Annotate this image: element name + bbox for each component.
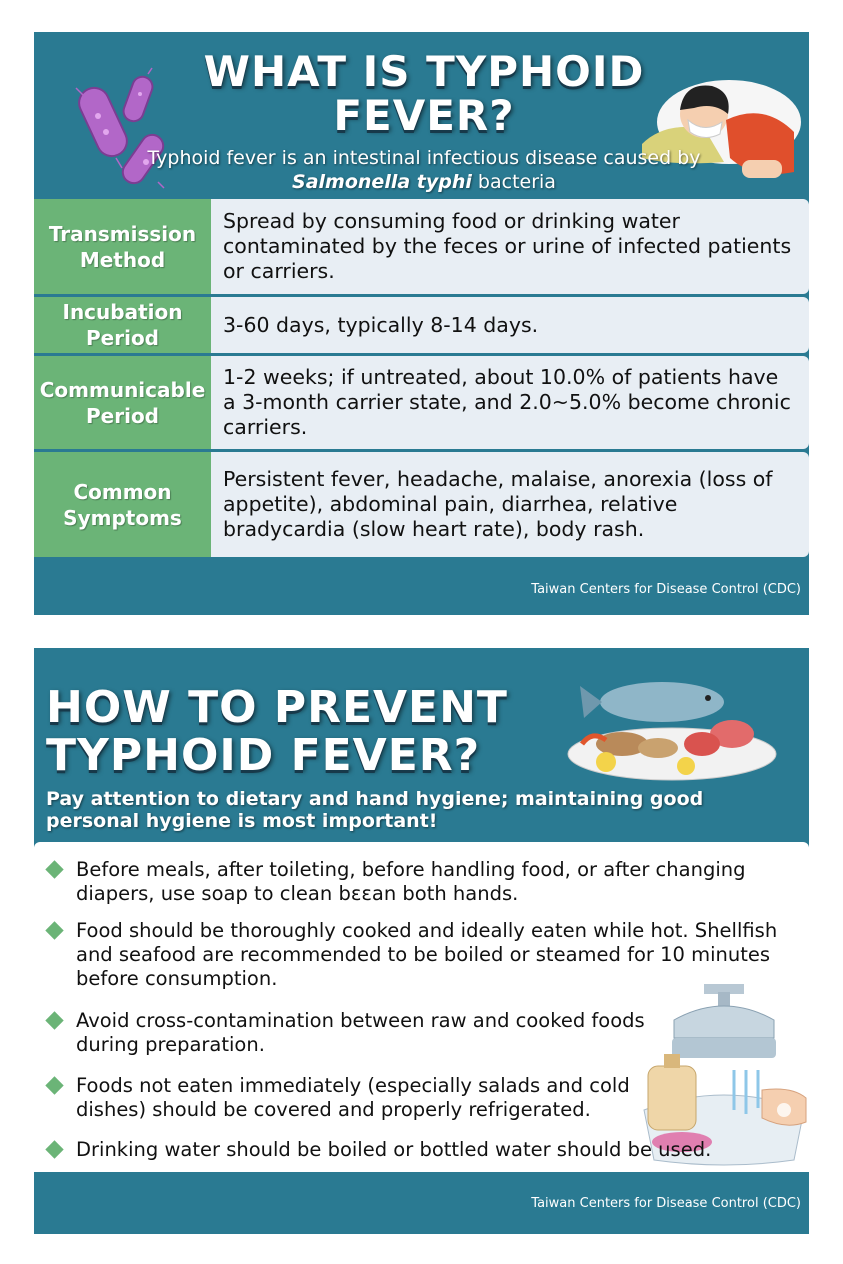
info-row-communicable [34,356,809,449]
tip-item [48,1138,790,1162]
row-label: Incubation Period [34,297,211,353]
tip-text: Food should be thoroughly cooked and ideally eaten while hot. Shellfish and seafood are recommended to be boiled or steamed for 10 minutes before consumption. [76,919,778,990]
tip-item [48,919,788,991]
subtitle-italic: Salmonella typhi [292,171,472,193]
tip-text: Avoid cross-contamination between raw and cooked foods during preparation. [76,1009,645,1056]
panel-title: WHAT IS TYPHOID FEVER? [203,47,645,140]
panel-subtitle: Pay attention to dietary and hand hygiene; maintaining good personal hygiene is most important! [46,788,704,832]
seafood-plate-illustration [562,674,782,784]
tip-text: Before meals, after toileting, before handling food, or after changing diapers, use soap to clean bɛɛan both hands. [76,858,746,905]
row-value: 1-2 weeks; if untreated, about 10.0% of patients have a 3-month carrier state, and 2.0~5.0% become chronic carriers. [211,356,809,449]
tip-item [48,1074,648,1122]
source-credit: Taiwan Centers for Disease Control (CDC) [531,582,801,597]
tip-item [48,858,790,906]
tip-item [48,1009,688,1057]
row-value: Persistent fever, headache, malaise, anorexia (loss of appetite), abdominal pain, diarrhea, relative bradycardia (slow heart rate), body rash. [211,452,809,557]
tip-text: Drinking water should be boiled or bottled water should be used. [76,1138,712,1161]
subtitle-text: Typhoid fever is an intestinal infectious disease caused by [147,147,701,169]
row-label: Common Symptoms [34,452,211,557]
info-row-transmission [34,199,809,294]
typhoid-info-panel [34,32,809,615]
panel-subtitle [144,146,704,194]
info-row-incubation [34,297,809,353]
subtitle-text-end: bacteria [471,171,556,193]
source-credit: Taiwan Centers for Disease Control (CDC) [531,1196,801,1211]
tip-text: Foods not eaten immediately (especially salads and cold dishes) should be covered and properly refrigerated. [76,1074,630,1121]
row-value: 3-60 days, typically 8-14 days. [211,297,809,353]
prevention-panel [34,648,809,1234]
info-row-symptoms [34,452,809,557]
row-label: Transmission Method [34,199,211,294]
tips-list [34,842,809,1172]
panel-title: HOW TO PREVENT TYPHOID FEVER? [46,682,508,781]
row-label: Communicable Period [34,356,211,449]
row-value: Spread by consuming food or drinking water contaminated by the feces or urine of infected patients or carriers. [211,199,809,294]
